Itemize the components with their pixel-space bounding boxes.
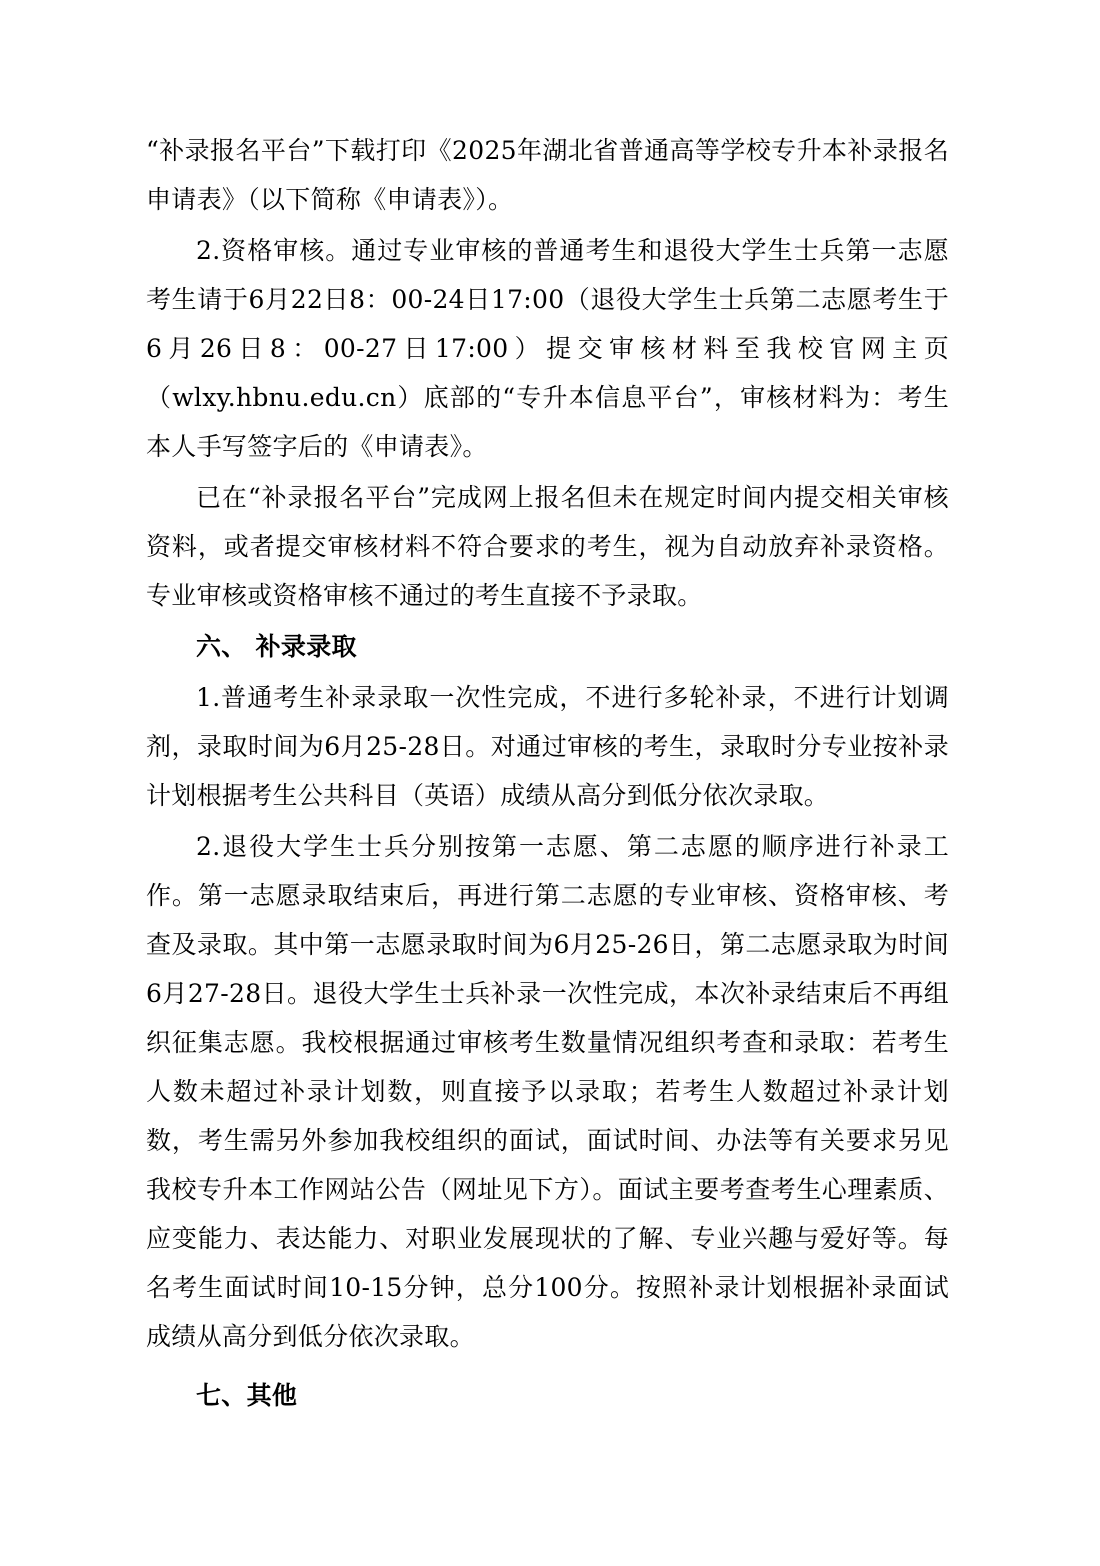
paragraph-veteran-admission: 2.退役大学生士兵分别按第一志愿、第二志愿的顺序进行补录工作。第一志愿录取结束后，再进行第二志愿的专业审核、资格审核、考查及录取。其中第一志愿录取时间为6月25-26日，第二志愿录取为时间6月27-28日。退役大学生士兵补录一次性完成，本次补录结束后不再组织征集志愿。我校根据通过审核考生数量情况组织考查和录取：若考生人数未超过补录计划数，则直接予以录取；若考生人数超过补录计划数，考生需另外参加我校组织的面试，面试时间、办法等有关要求另见我校专升本工作网站公告（网址见下方）。面试主要考查考生心理素质、应变能力、表达能力、对职业发展现状的了解、专业兴趣与爱好等。每名考生面试时间10-15分钟，总分100分。按照补录计划根据补录面试成绩从高分到低分依次录取。 <box>146 832 949 1351</box>
document-body <box>146 126 949 1420</box>
section-heading-other: 七、其他 <box>196 1381 298 1410</box>
section-heading-supplementary-admission: 六、 补录录取 <box>196 632 357 661</box>
paragraph-download-form: “补录报名平台”下载打印《2025年湖北省普通高等学校专升本补录报名申请表》（以下简称《申请表》）。 <box>146 136 949 214</box>
paragraph-regular-admission: 1.普通考生补录录取一次性完成，不进行多轮补录，不进行计划调剂，录取时间为6月25-28日。对通过审核的考生，录取时分专业按补录计划根据考生公共科目（英语）成绩从高分到低分依次录取。 <box>146 683 949 810</box>
paragraph-abandon-notice: 已在“补录报名平台”完成网上报名但未在规定时间内提交相关审核资料，或者提交审核材料不符合要求的考生，视为自动放弃补录资格。专业审核或资格审核不通过的考生直接不予录取。 <box>146 483 949 610</box>
paragraph-qualification-review: 2.资格审核。通过专业审核的普通考生和退役大学生士兵第一志愿考生请于6月22日8：00-24日17:00（退役大学生士兵第二志愿考生于6月26日8：00-27日17:00）提交审核材料至我校官网主页（wlxy.hbnu.edu.cn）底部的“专升本信息平台”，审核材料为：考生本人手写签字后的《申请表》。 <box>146 236 949 461</box>
